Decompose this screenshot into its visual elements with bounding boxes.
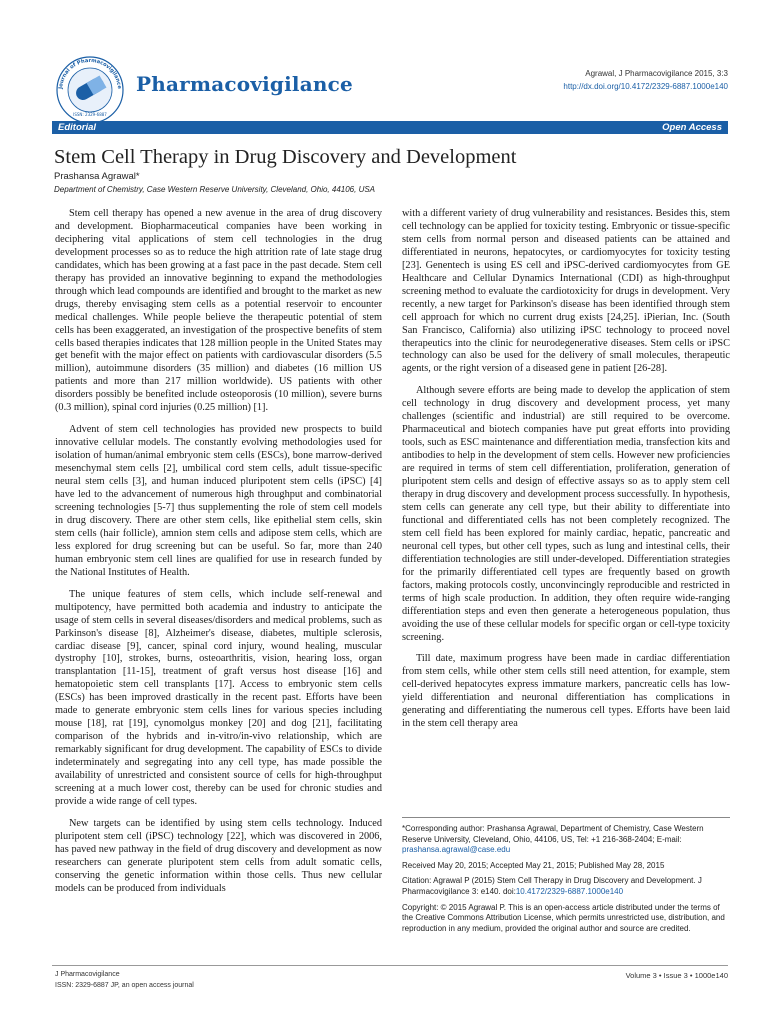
citation-text: Citation: Agrawal P (2015) Stem Cell Therapy in Drug Discovery and Development. J Pharmacovigilance 3: e140. doi:: [402, 876, 702, 896]
footer-left: [55, 969, 194, 991]
corresponding-text: *Corresponding author: Prashansa Agrawal, Department of Chemistry, Case Western Reserve University, Cleveland, Ohio, 44106, US, Tel: +1 216-368-2404; E-mail:: [402, 824, 704, 844]
logo-text: Journal of Pharmacovigilance: [58, 57, 123, 90]
copyright-note: Copyright: © 2015 Agrawal P. This is an open-access article distributed under the terms of the Creative Commons Attribution License, which permits unrestricted use, distribution, and reproduction in any medium, provided the original author and source are credited.: [402, 902, 725, 933]
body-paragraph: Although severe efforts are being made to develop the application of stem cell technology in drug discovery and development process, yet many challenges (scientific and industrial) are still required to be overcome. Pharmaceutical and biotech companies have put great efforts into providing tools, such as ESC maintenance and differentiation media, transfection kits and antibodies to help in the development of stem cells. However new proficiencies are required in terms of stem cell differentiation, proliferation, generation of pluripotent stem cells and design of effective assays so as to apply stem cell therapy in drug discovery and development process successfully. In hypothesis, stem cells can generate any cell type, but their ability to differentiate into functional and differentiated cells has not been completely recognized. The stem cell field has been explored for mainly cardiac, hepatic, pancreatic and neuronal cell types, but other cell types, such as lung and intestinal cells, their differentiation technologies are still under-developed. Differentiation strategies for the primarily differentiated cell types are frequently based on growth factors, making protocols costly, unconvincingly reproducible and restricted in terms of high scale production. In addition, they often require wide-ranging differentiation steps and even then generate a heterogeneous population, thus avoiding the use of these cellular models for specific organ or cell-type toxicity screening.: [402, 385, 730, 643]
article-type-label: Editorial: [58, 122, 97, 133]
open-access-label: Open Access: [662, 122, 722, 133]
body-paragraph: Advent of stem cell technologies has provided new prospects to build innovative cellular models. The constantly evolving methodologies used for isolation of human/animal embryonic stem cells (ESCs), bone marrow-derived mesenchymal stem cells [2], umbilical cord stem cells, adult tissue-specific neural stem cells [3], and human induced pluripotent stem cells (iPSC) [4] have led to the advancement of numerous high throughput and combinatorial screening technologies [5-7] thus supplementing the role of stem cell models in drug discovery. There are other stem cells, like epithelial stem cells, skin stem cells (hair follicle), amnion stem cells and adipose stem cells, which are less explored for drug screening but can be useful. So far, more than 240 human embryonic stem cell lines are qualified for use in research funded by the National Institutes of Health.: [55, 424, 382, 578]
footer-divider: [52, 965, 728, 966]
top-citation: [563, 67, 728, 93]
citation-note: [402, 876, 730, 897]
article-affiliation: Department of Chemistry, Case Western Reserve University, Cleveland, Ohio, 44106, USA: [54, 185, 376, 194]
body-paragraph: Stem cell therapy has opened a new avenue in the area of drug discovery and development. Biopharmaceutical companies have been working in deciphering vital applications of stem cell technologies in the drug development processes so as to reduce the high attrition rate of late stage drug candidates, which has been growing at a fast pace in the past decade. Stem cell therapy has provided an innovative beginning to expand the methodologies through which lead compounds are identified and brought to the market as new drugs, thereby envisaging stem cells as a potential reservoir to encounter medical challenges. While people believe the therapeutic potential of stem cells has been exaggerated, an investigation of the prospective benefits of stem cells based therapies indicates that 128 million people in the United States may get benefit with the major effect on patients with cardiovascular disorders (5.5 million), autoimmune disorders (35 million) and diabetes (16 million US patients and more than 217 million worldwide). US patients with other disorders possibly be benefited include osteoporosis (10 million), severe burns (0.3 million), spinal cord injuries (0.25 million) [1].: [55, 208, 382, 414]
email-link[interactable]: prashansa.agrawal@case.edu: [402, 845, 511, 855]
body-paragraph: Till date, maximum progress have been made in cardiac differentiation from stem cells, while other stem cells still need attention, for example, stem cell-derived hepatocytes express immature markers, pancreatic cells has low-yield differentiation and neuronal differentiation has complications in generating and differentiating the numerous cell types. Efforts have been laid in the stem cell therapy area: [402, 653, 730, 730]
body-paragraph: with a different variety of drug vulnerability and resistances. Besides this, stem cell technology can be applied for toxicity testing. Embryonic or tissue-specific stem cells from normal person and diseased patients can be attained and differentiated in neurons, hepatocytes, or cardiomyocytes for toxicity testing [23]. Genentech is using ES cell and iPSC-derived cardiomyocytes from GE Healthcare and Cellular Dynamics International (CDI) as high-throughput screening method to evaluate the cardiotoxicity for drugs in development. Very recently, a new target for Parkinson's disease has been identified through stem cell approach for which no current drug exists [24,25]. iPierian, Inc. (South San Francisco, California) also utilizing iPSC technology to proceed novel therapeutics into the clinic for neurodegenerative diseases. Stem cells or iPSC technology can also be used for the delivery of small molecules, therapeutic agents, or the right version of a diseased gene in patient [26-28].: [402, 208, 730, 375]
body-column-right: [402, 208, 730, 740]
corresponding-author-note: [402, 824, 730, 856]
article-author: Prashansa Agrawal*: [54, 171, 140, 182]
body-paragraph: The unique features of stem cells, which include self-renewal and multipotency, have permitted both academia and industry to anticipate the usage of stem cells in several diseases/disorders and medical problems, such as Parkinson's disease [8], Alzheimer's disease, diabetes, multiple sclerosis, cardiac disease [9], cancer, spinal cord injury, wound healing, muscular dystrophy [10], strokes, burns, osteoarthritis, vision, hearing loss, organ transplantation [11-15], treatment of graft versus host disease [16] and hematopoietic stem cell transplants [17]. Access to embryonic stem cells (ESCs) has been improved drastically in the recent past. Efforts have been made to generate embryonic stem cells lines for various species including mouse [18], rat [19], cynomolgus monkey [20] and dog [21], facilitating comparison of the hybrids and in-vitro/in-vivo relationship, which are remarkably significant for drug development. The capability of ESCs to divide indeterminately and segregating into any cell type, has made possible the availability of unrestricted and consistent source of cells for high-throughput screening at a much lower cost, thereby can be used for chronic studies and provide a wide range of cell types.: [55, 588, 382, 807]
footer-volume: Volume 3 • Issue 3 • 1000e140: [625, 971, 728, 980]
body-paragraph: New targets can be identified by using stem cells technology. Induced pluripotent stem cell (iPSC) technology [22], which was discovered in 2006, has paved new pathway in the field of drug discovery and development as now researchers can generate pluripotent stem cells from adult somatic cells, conserving the genetic information within those cells. Thus new cellular models can be produced from individuals: [55, 817, 382, 894]
article-notes: [402, 817, 730, 939]
journal-logo: [52, 50, 127, 125]
footer-issn: ISSN: 2329-6887 JP, an open access journal: [55, 982, 194, 989]
dates-note: Received May 20, 2015; Accepted May 21, 2015; Published May 28, 2015: [402, 860, 665, 870]
citation-doi-link[interactable]: 10.4172/2329-6887.1000e140: [515, 886, 624, 896]
article-title: Stem Cell Therapy in Drug Discovery and Development: [54, 146, 517, 168]
logo-issn: ISSN: 2329-6887: [73, 112, 107, 117]
article-type-bar: [52, 121, 728, 134]
footer-journal: J Pharmacovigilance: [55, 971, 120, 978]
top-citation-line: Agrawal, J Pharmacovigilance 2015, 3:3: [585, 69, 728, 78]
top-doi-link[interactable]: http://dx.doi.org/10.4172/2329-6887.1000e140: [563, 82, 728, 91]
journal-name: Pharmacovigilance: [136, 72, 353, 96]
body-column-left: [55, 208, 382, 905]
